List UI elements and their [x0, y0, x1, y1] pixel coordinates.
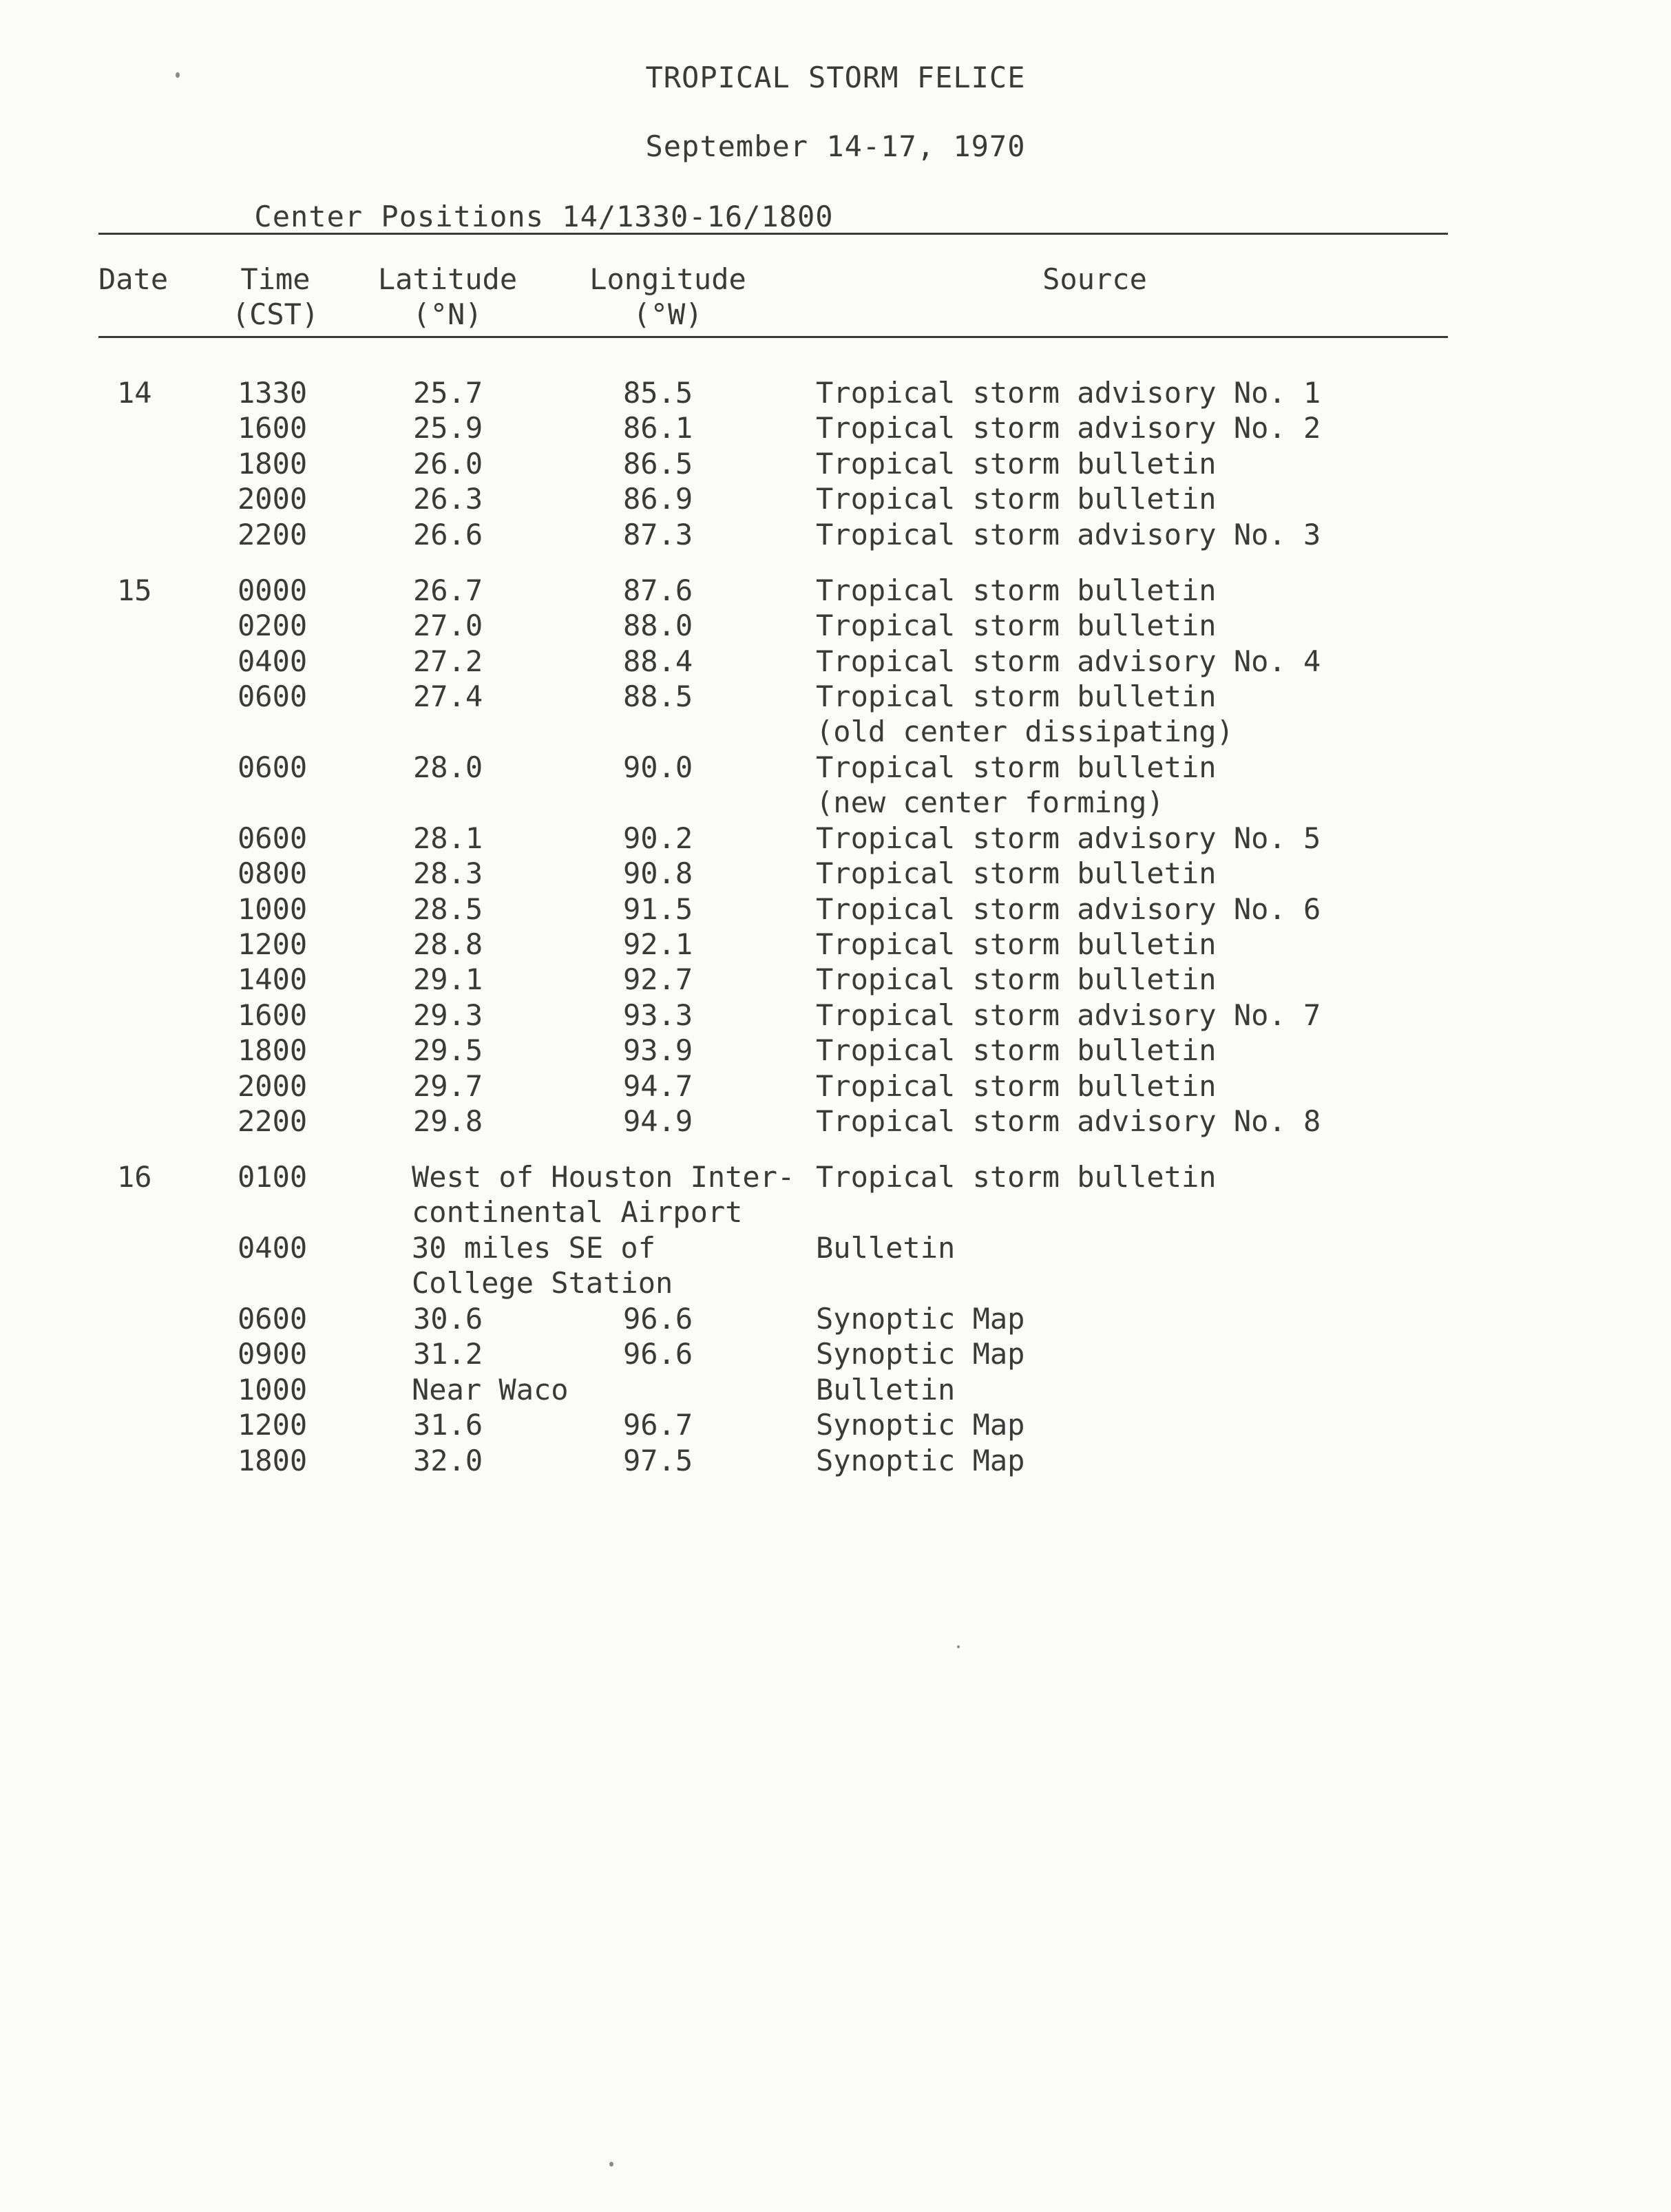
row-latitude: 30.6 [413, 1302, 483, 1336]
row-source: Tropical storm bulletin (new center forming) [816, 750, 1217, 819]
row-time: 1000 [238, 892, 308, 926]
row-latitude: 28.5 [413, 892, 483, 926]
row-latitude: Near Waco [412, 1372, 569, 1407]
row-longitude: 91.5 [623, 892, 693, 926]
row-time: 0400 [238, 644, 308, 678]
row-longitude: 87.3 [623, 517, 693, 551]
row-longitude: 93.3 [623, 998, 693, 1032]
header-date: Date [98, 262, 169, 296]
row-longitude: 88.4 [623, 644, 693, 678]
row-latitude: 29.5 [413, 1033, 483, 1068]
row-latitude: 26.6 [413, 517, 483, 551]
row-latitude: 28.1 [413, 821, 483, 855]
row-source: Tropical storm bulletin [816, 609, 1217, 643]
row-time: 1600 [238, 998, 308, 1032]
row-latitude: 28.0 [413, 750, 483, 784]
row-source: Tropical storm bulletin [816, 1160, 1217, 1194]
row-source: Tropical storm advisory No. 8 [816, 1104, 1321, 1138]
row-latitude: 31.2 [413, 1337, 483, 1371]
row-time: 0600 [238, 750, 308, 784]
document-title: TROPICAL STORM FELICE [645, 61, 1026, 94]
table-caption: Center Positions 14/1330-16/1800 [254, 200, 834, 233]
row-time: 1200 [238, 1408, 308, 1442]
row-time: 1800 [238, 1443, 308, 1477]
row-time: 1800 [238, 1033, 308, 1068]
row-source: Tropical storm advisory No. 1 [816, 376, 1321, 410]
row-latitude: 26.3 [413, 482, 483, 516]
row-time: 2200 [238, 1104, 308, 1138]
row-latitude: 26.7 [413, 573, 483, 607]
row-longitude: 88.0 [623, 609, 693, 643]
row-source: Synoptic Map [816, 1337, 1025, 1371]
row-longitude: 87.6 [623, 573, 693, 607]
row-longitude: 88.5 [623, 680, 693, 714]
scan-speck [957, 1645, 960, 1648]
row-latitude: 31.6 [413, 1408, 483, 1442]
row-time: 2000 [238, 482, 308, 516]
row-latitude: 29.8 [413, 1104, 483, 1138]
row-time: 1000 [238, 1372, 308, 1407]
row-source: Tropical storm bulletin (old center dissipating) [816, 680, 1234, 749]
row-latitude: 28.8 [413, 927, 483, 961]
row-time: 0600 [238, 821, 308, 855]
row-time: 1400 [238, 962, 308, 997]
row-longitude: 86.9 [623, 482, 693, 516]
row-latitude: West of Houston Inter- continental Airport [412, 1160, 795, 1230]
header-longitude: Longitude (°W) [589, 262, 746, 331]
row-date: 15 [117, 573, 152, 607]
header-latitude: Latitude (°N) [377, 262, 518, 331]
row-latitude: 27.4 [413, 680, 483, 714]
row-latitude: 29.7 [413, 1068, 483, 1103]
scan-speck [609, 2162, 613, 2167]
row-longitude: 94.7 [623, 1068, 693, 1103]
row-longitude: 85.5 [623, 376, 693, 410]
row-source: Tropical storm advisory No. 6 [816, 892, 1321, 926]
row-latitude: 32.0 [413, 1443, 483, 1477]
row-longitude: 96.6 [623, 1302, 693, 1336]
row-longitude: 96.6 [623, 1337, 693, 1371]
row-latitude: 29.3 [413, 998, 483, 1032]
row-source: Synoptic Map [816, 1302, 1025, 1336]
row-time: 0800 [238, 856, 308, 891]
row-time: 1330 [238, 376, 308, 410]
row-source: Tropical storm bulletin [816, 446, 1217, 481]
row-longitude: 93.9 [623, 1033, 693, 1068]
row-source: Tropical storm bulletin [816, 573, 1217, 607]
row-source: Tropical storm bulletin [816, 1068, 1217, 1103]
row-source: Tropical storm advisory No. 5 [816, 821, 1321, 855]
document-subtitle: September 14-17, 1970 [645, 129, 1026, 163]
row-latitude: 27.0 [413, 609, 483, 643]
table-top-rule [98, 233, 1448, 235]
row-source: Tropical storm advisory No. 4 [816, 644, 1321, 678]
row-longitude: 96.7 [623, 1408, 693, 1442]
row-latitude: 29.1 [413, 962, 483, 997]
row-time: 2200 [238, 517, 308, 551]
row-time: 0900 [238, 1337, 308, 1371]
row-time: 1200 [238, 927, 308, 961]
row-time: 0200 [238, 609, 308, 643]
row-time: 0400 [238, 1231, 308, 1265]
row-longitude: 97.5 [623, 1443, 693, 1477]
scan-speck [176, 72, 180, 78]
row-time: 0600 [238, 1302, 308, 1336]
row-source: Tropical storm advisory No. 7 [816, 998, 1321, 1032]
row-latitude: 25.7 [413, 376, 483, 410]
row-longitude: 90.8 [623, 856, 693, 891]
row-date: 14 [117, 376, 152, 410]
header-time: Time (CST) [231, 262, 319, 331]
row-longitude: 86.5 [623, 446, 693, 481]
row-source: Tropical storm bulletin [816, 1033, 1217, 1068]
row-time: 0000 [238, 573, 308, 607]
row-longitude: 92.1 [623, 927, 693, 961]
row-time: 0100 [238, 1160, 308, 1194]
row-time: 2000 [238, 1068, 308, 1103]
row-latitude: 30 miles SE of College Station [412, 1231, 673, 1300]
row-latitude: 25.9 [413, 411, 483, 445]
row-latitude: 28.3 [413, 856, 483, 891]
row-source: Tropical storm advisory No. 2 [816, 411, 1321, 445]
row-source: Tropical storm bulletin [816, 856, 1217, 891]
row-time: 1800 [238, 446, 308, 481]
row-source: Tropical storm bulletin [816, 962, 1217, 997]
row-source: Bulletin [816, 1372, 956, 1407]
row-source: Tropical storm bulletin [816, 927, 1217, 961]
row-longitude: 94.9 [623, 1104, 693, 1138]
row-source: Tropical storm advisory No. 3 [816, 517, 1321, 551]
row-source: Synoptic Map [816, 1443, 1025, 1477]
row-date: 16 [117, 1160, 152, 1194]
row-latitude: 27.2 [413, 644, 483, 678]
table-header-rule [98, 336, 1448, 338]
row-source: Synoptic Map [816, 1408, 1025, 1442]
row-latitude: 26.0 [413, 446, 483, 481]
row-time: 0600 [238, 680, 308, 714]
row-longitude: 90.0 [623, 750, 693, 784]
row-longitude: 90.2 [623, 821, 693, 855]
row-source: Tropical storm bulletin [816, 482, 1217, 516]
row-source: Bulletin [816, 1231, 956, 1265]
row-longitude: 92.7 [623, 962, 693, 997]
header-source: Source [1042, 262, 1147, 296]
row-time: 1600 [238, 411, 308, 445]
row-longitude: 86.1 [623, 411, 693, 445]
